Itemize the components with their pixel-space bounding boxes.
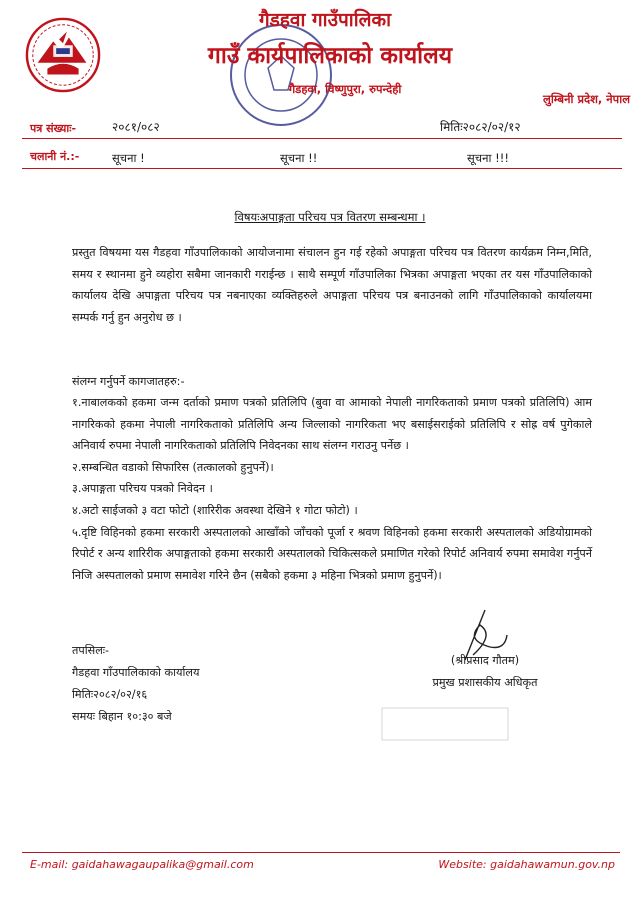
meta-divider [22, 168, 622, 169]
letter-date: मितिः२०८२/०२/१२ [440, 120, 521, 134]
office-seal-stamp [226, 20, 336, 130]
notice-heading-3: सूचना !!! [467, 151, 509, 165]
attachment-item: ३.अपाङ्गता परिचय पत्रको निवेदन । [72, 482, 213, 496]
signatory-designation: प्रमुख प्रशासकीय अधिकृत [432, 676, 538, 689]
details-label: तपसिलः- [72, 644, 110, 657]
dispatch-number-label: चलानी नं.:- [30, 150, 80, 163]
footer-email[interactable]: E-mail: gaidahawagaupalika@gmail.com [30, 858, 254, 871]
attachment-item: २.सम्बन्धित वडाको सिफारिस (तत्कालको हुनुपर्ने)। [72, 460, 274, 474]
office-title: गाउँ कार्यपालिकाको कार्यालय [207, 43, 453, 69]
closing-details [72, 640, 199, 728]
reference-number-label: पत्र संख्याः- [30, 122, 77, 135]
reference-number-value: २०८१/०८२ [112, 120, 160, 134]
attachment-item: ४.अटो साईजको ३ वटा फोटो (शारिरीक अवस्था देखिने १ गोटा फोटो) । [72, 503, 358, 517]
footer-divider [22, 852, 620, 853]
event-time: समयः बिहान १०:३० बजे [72, 710, 172, 723]
attachment-item: ५.दृष्टि विहिनको हकमा सरकारी अस्पतालको आखाँको जाँचको पूर्जा र श्रवण विहिनको हकमा सरकारी अस्पतालको अडियोग्रामको रिपोर्ट र अन्य शारिरीक अपाङ्गताको हकमा सरकारी अस्पतालको चिकित्सकले प्रमाणित गरेको रिपोर्ट अनिवार्य रुपमा समावेश गर्नुपर्ने निजि अस्पतालको प्रमाण समावेश गरिने छैन (सबैको हकमा ३ महिना भित्रको प्रमाण हुनुपर्ने)। [72, 525, 592, 582]
header-divider [22, 138, 622, 139]
attachments-heading: संलग्न गर्नुपर्ने कागजातहरु:- [72, 375, 185, 388]
nepal-emblem-logo [24, 16, 102, 94]
letter-subject: विषयःअपाङ्गता परिचय पत्र वितरण सम्बन्धमा । [234, 210, 426, 224]
signatory-name: (श्रीप्रसाद गौतम) [450, 654, 520, 667]
notice-heading-1: सूचना ! [112, 151, 145, 165]
footer-website[interactable]: Website: gaidahawamun.gov.np [438, 858, 615, 871]
name-stamp [380, 706, 510, 742]
attachments-list [72, 392, 592, 586]
signature-block [400, 650, 570, 694]
attachment-item: १.नाबालकको हकमा जन्म दर्ताको प्रमाण पत्रको प्रतिलिपि (बुवा वा आमाको नेपाली नागरिकताको प्रमाण पत्रको प्रतिलिपि) आम नागरिकको हकमा नेपाली नागरिकताको प्रतिलिपि अन्य जिल्लाको नागरिकता भए बसाईसराईको प्रतिलिपि र सोह्र वर्ष पुगेकाले अनिवार्य रुपमा नेपाली नागरिकताको प्रतिलिपि निवेदनका साथ संलग्न गराउनु पर्नेछ । [72, 396, 592, 453]
body-paragraph: प्रस्तुत विषयमा यस गैडहवा गाँउपालिकाको आयोजनामा संचालन हुन गई रहेको अपाङ्गता परिचय पत्र वितरण कार्यक्रम निम्न,मिति, समय र स्थानमा हुने व्यहोरा सबैमा जानकारी गराईन्छ । साथै सम्पूर्ण गाँउपालिका भित्रका अपाङ्गता भएका तर यस गाँउपालिकाको कार्यालय देखि अपाङ्गता परिचय पत्र नबनाएका व्यक्तिहरुले अपाङ्गता परिचय पत्र बनाउनको लागि गाँउपालिकाको कार्यालयमा सम्पर्क गर्नु हुन अनुरोध छ । [72, 246, 592, 324]
notice-heading-2: सूचना !! [280, 151, 318, 165]
venue: गैडहवा गाँउपालिकाको कार्यालय [72, 666, 200, 679]
office-name: गैडहवा गाउँपालिका [258, 9, 392, 31]
event-date: मितिः२०८२/०२/१६ [72, 688, 148, 701]
province-label: लुम्बिनी प्रदेश, नेपाल [543, 92, 630, 106]
office-address: गैडहवा, विष्णुपुरा, रुपन्देही [288, 82, 402, 96]
